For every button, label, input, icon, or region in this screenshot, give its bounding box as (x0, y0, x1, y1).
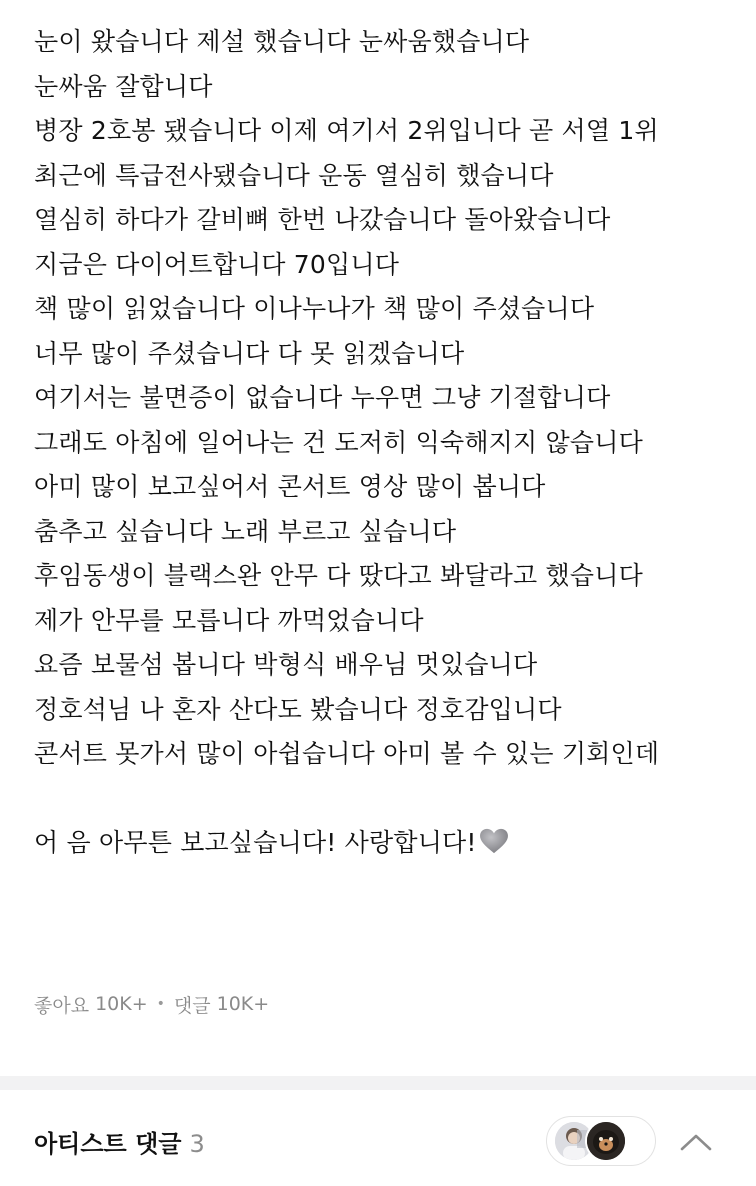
post-line: 그래도 아침에 일어나는 건 도저히 익숙해지지 않습니다 (34, 427, 643, 457)
post-line: 눈싸움 잘합니다 (34, 71, 213, 101)
post-line: 정호석님 나 혼자 산다도 봤습니다 정호감입니다 (34, 694, 562, 724)
post-closing-text: 어 음 아무튼 보고싶습니다! 사랑합니다! (34, 828, 477, 857)
post-line: 제가 안무를 모릅니다 까먹었습니다 (34, 605, 424, 635)
post-line: 후임동생이 블랙스완 안무 다 땄다고 봐달라고 했습니다 (34, 561, 643, 590)
post-line: 최근에 특급전사됐습니다 운동 열심히 했습니다 (34, 160, 554, 190)
post-line: 병장 2호봉 됐습니다 이제 여기서 2위입니다 곧 서열 1위 (34, 116, 659, 145)
likes-label[interactable]: 좋아요 (34, 994, 90, 1017)
grey-heart-icon (479, 828, 509, 855)
artist-avatar-group[interactable] (546, 1116, 656, 1166)
post-line: 열심히 하다가 갈비뼈 한번 나갔습니다 돌아왔습니다 (34, 205, 611, 234)
chevron-up-icon (679, 1132, 713, 1152)
artist-comments-label: 아티스트 댓글 (34, 1130, 182, 1158)
post-stats (34, 990, 269, 1018)
post-line: 눈이 왔습니다 제설 했습니다 눈싸움했습니다 (34, 27, 530, 56)
avatar-2-image (587, 1122, 625, 1160)
post-line: 춤추고 싶습니다 노래 부르고 싶습니다 (34, 516, 457, 546)
post-line: 책 많이 읽었습니다 이나누나가 책 많이 주셨습니다 (34, 294, 595, 323)
post-line: 지금은 다이어트합니다 70입니다 (34, 249, 400, 279)
post-line: 콘서트 못가서 많이 아쉽습니다 아미 볼 수 있는 기회인데 (34, 739, 660, 768)
section-divider (0, 1076, 756, 1090)
collapse-button[interactable] (674, 1120, 718, 1164)
comments-label[interactable]: 댓글 (173, 994, 211, 1017)
likes-count: 10K+ (95, 993, 148, 1015)
blank-line (34, 777, 746, 822)
artist-comments-header[interactable] (0, 1090, 756, 1186)
post-line: 아미 많이 보고싶어서 콘서트 영상 많이 봅니다 (34, 472, 546, 501)
post-closing-line (34, 821, 746, 866)
avatar (585, 1120, 627, 1162)
post-line: 여기서는 불면증이 없습니다 누우면 그냥 기절합니다 (34, 383, 611, 412)
artist-comments-count: 3 (189, 1130, 205, 1158)
stats-separator: • (156, 996, 165, 1012)
comments-count: 10K+ (216, 993, 270, 1015)
post-body (34, 20, 746, 866)
artist-comments-title (34, 1124, 205, 1159)
post-line: 요즘 보물섬 봅니다 박형식 배우님 멋있습니다 (34, 650, 538, 679)
post-line: 너무 많이 주셨습니다 다 못 읽겠습니다 (34, 338, 465, 368)
